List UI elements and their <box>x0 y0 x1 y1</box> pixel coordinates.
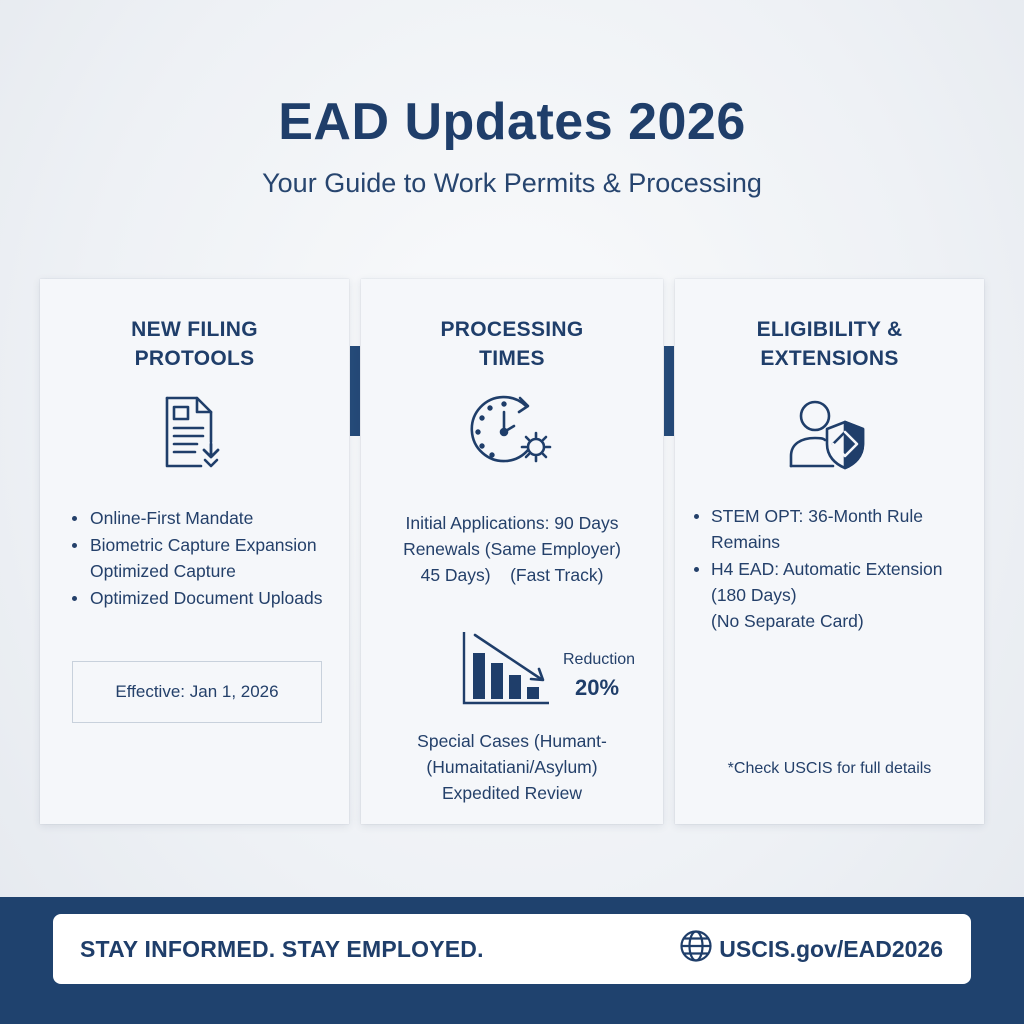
card-title <box>40 315 349 373</box>
clock-gear-icon <box>468 392 560 472</box>
special-cases-line: Special Cases (Humant- <box>417 731 607 751</box>
bullet-dot <box>694 514 699 519</box>
h4-ead-line: (No Separate Card) <box>711 611 864 631</box>
card-title-line: ELIGIBILITY & <box>756 318 903 341</box>
h4-ead-line: H4 EAD: Automatic Extension <box>711 559 943 579</box>
card-accent-bar <box>664 346 674 436</box>
card-title-line: EXTENSIONS <box>760 347 899 370</box>
card-processing-times <box>361 279 663 824</box>
filing-bullet-list <box>72 505 322 611</box>
person-shield-icon <box>787 396 867 472</box>
bullet-dot <box>694 567 699 572</box>
card-title-line: PROTOOLS <box>134 347 255 370</box>
footer-tagline: STAY INFORMED. STAY EMPLOYED. <box>80 936 484 962</box>
document-download-icon <box>161 394 233 470</box>
list-item: Optimized Document Uploads <box>72 585 322 612</box>
special-cases-line: (Humaitatiani/Asylum) <box>426 757 598 777</box>
card-new-filing-protocols <box>40 279 349 824</box>
uscis-link-text: USCIS.gov/EAD2026 <box>719 935 943 962</box>
reduction-label: Reduction <box>563 651 636 668</box>
uscis-link[interactable] <box>679 932 943 966</box>
processing-line: 45 Days) (Fast Track) <box>420 565 604 585</box>
globe-icon <box>679 929 713 969</box>
card-accent-bar <box>350 346 360 436</box>
card-title-line: TIMES <box>479 347 545 370</box>
stem-opt-text: STEM OPT: 36-Month Rule Remains <box>711 506 924 552</box>
special-cases-line: Expedited Review <box>441 783 583 803</box>
effective-date-badge: Effective: Jan 1, 2026 <box>72 661 322 723</box>
reduction-value: 20% <box>575 675 620 700</box>
card-title <box>675 315 984 373</box>
card-title-line: PROCESSING <box>440 318 584 341</box>
card-eligibility-extensions <box>675 279 984 824</box>
special-cases-text <box>361 728 663 806</box>
h4-ead-line: (180 Days) <box>711 585 797 605</box>
list-item: Online-First Mandate <box>72 505 322 532</box>
page-title: EAD Updates 2026 <box>278 93 746 151</box>
card-title-line: NEW FILING <box>131 318 258 341</box>
declining-bar-chart-icon <box>461 629 553 707</box>
card-title <box>361 315 663 373</box>
footer-panel <box>53 914 971 984</box>
uscis-footnote: *Check USCIS for full details <box>727 760 932 777</box>
h4-ead-text <box>711 556 943 634</box>
processing-line: Renewals (Same Employer) <box>403 539 621 559</box>
list-item: Optimized Capture <box>90 561 236 581</box>
list-item: Biometric Capture Expansion <box>72 532 322 559</box>
page-subtitle: Your Guide to Work Permits & Processing <box>262 168 762 198</box>
processing-line: Initial Applications: 90 Days <box>405 513 619 533</box>
processing-times-list <box>361 510 663 588</box>
